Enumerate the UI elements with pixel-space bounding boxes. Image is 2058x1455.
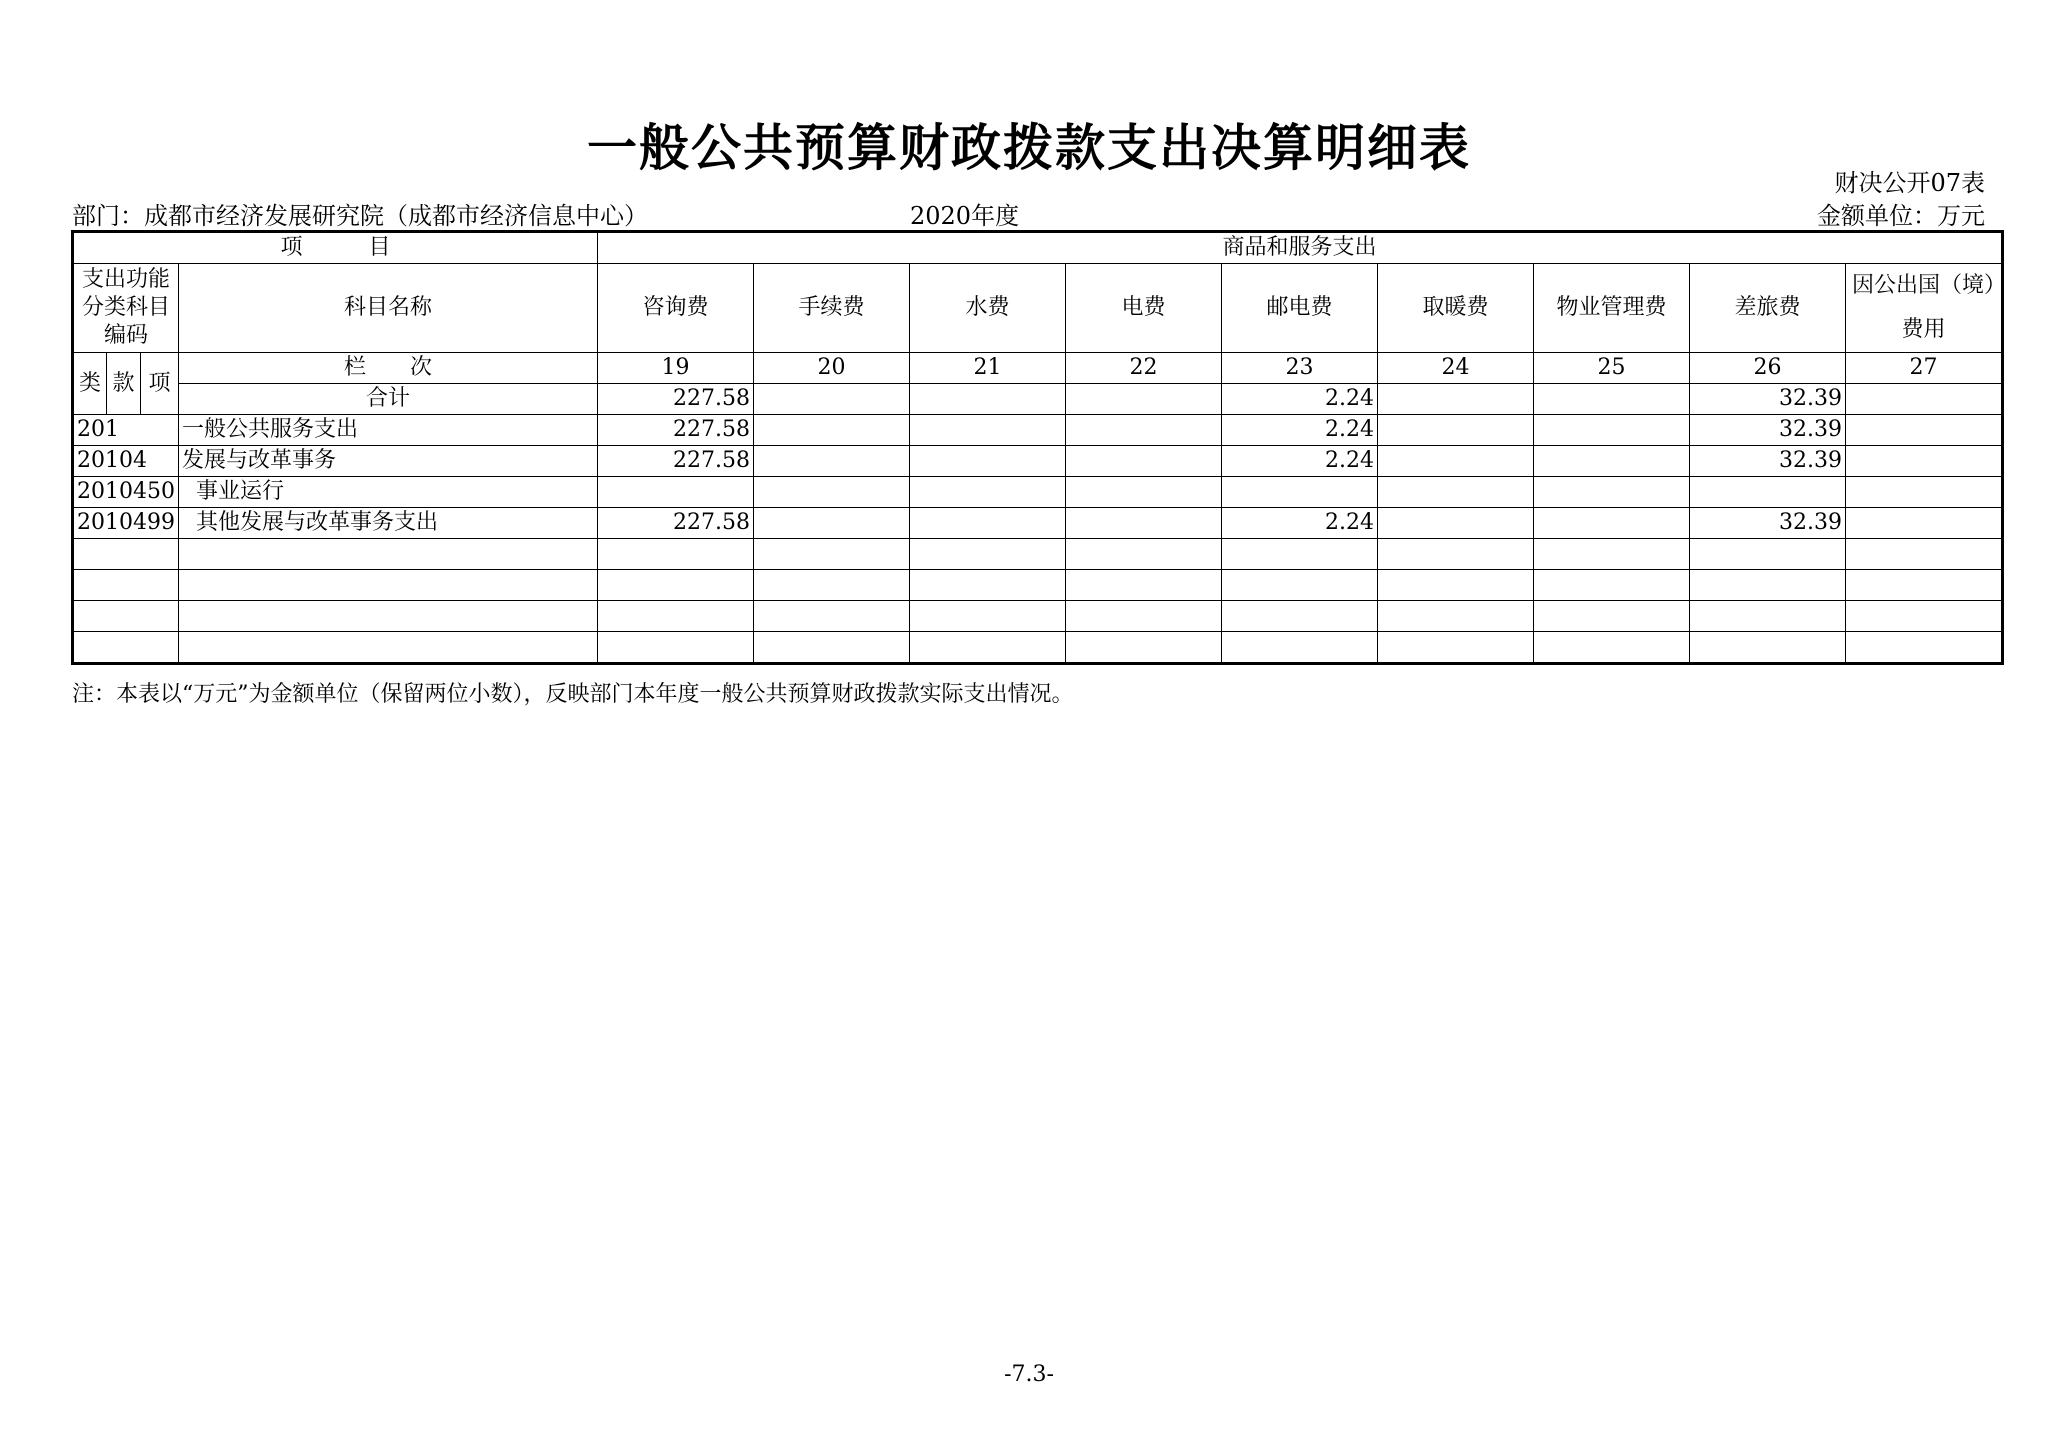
col-number: 27 bbox=[1846, 353, 2003, 384]
empty-cell bbox=[1846, 632, 2003, 664]
total-cell bbox=[1846, 384, 2003, 415]
amount-cell bbox=[1222, 477, 1378, 508]
amount-cell bbox=[1378, 477, 1534, 508]
amount-cell: 227.58 bbox=[598, 446, 754, 477]
data-rows bbox=[73, 415, 2003, 539]
amount-cell bbox=[1378, 446, 1534, 477]
empty-cell bbox=[1222, 632, 1378, 664]
amount-cell bbox=[754, 477, 910, 508]
header-row-group bbox=[73, 232, 2003, 264]
empty-cell bbox=[754, 570, 910, 601]
table-row bbox=[73, 446, 2003, 477]
empty-cell bbox=[179, 632, 598, 664]
empty-cell bbox=[1066, 632, 1222, 664]
empty-cell bbox=[1690, 601, 1846, 632]
amount-cell bbox=[1534, 415, 1690, 446]
amount-cell: 32.39 bbox=[1690, 508, 1846, 539]
amount-cell bbox=[1534, 477, 1690, 508]
empty-rows bbox=[73, 539, 2003, 664]
amount-cell bbox=[1066, 446, 1222, 477]
amount-cell bbox=[910, 415, 1066, 446]
col-number: 23 bbox=[1222, 353, 1378, 384]
empty-cell bbox=[1846, 539, 2003, 570]
empty-cell bbox=[1534, 601, 1690, 632]
amount-cell bbox=[910, 446, 1066, 477]
empty-cell bbox=[1222, 539, 1378, 570]
amount-cell bbox=[1846, 508, 2003, 539]
empty-cell bbox=[1846, 570, 2003, 601]
total-cell bbox=[910, 384, 1066, 415]
empty-cell bbox=[179, 601, 598, 632]
total-row bbox=[73, 384, 2003, 415]
col-header: 电费 bbox=[1066, 264, 1222, 353]
amount-cell bbox=[754, 446, 910, 477]
subject-code: 201 bbox=[73, 415, 179, 446]
empty-cell bbox=[179, 570, 598, 601]
empty-cell bbox=[910, 570, 1066, 601]
empty-cell bbox=[754, 539, 910, 570]
amount-cell bbox=[754, 508, 910, 539]
total-cell: 227.58 bbox=[598, 384, 754, 415]
empty-cell bbox=[1378, 570, 1534, 601]
empty-cell bbox=[910, 632, 1066, 664]
amount-cell: 2.24 bbox=[1222, 415, 1378, 446]
empty-cell bbox=[1534, 570, 1690, 601]
page-number: -7.3- bbox=[1004, 1362, 1054, 1387]
amount-cell: 2.24 bbox=[1222, 446, 1378, 477]
col-number: 24 bbox=[1378, 353, 1534, 384]
empty-cell bbox=[1690, 539, 1846, 570]
amount-cell: 32.39 bbox=[1690, 446, 1846, 477]
amount-cell bbox=[1066, 477, 1222, 508]
amount-cell: 2.24 bbox=[1222, 508, 1378, 539]
total-cell bbox=[1378, 384, 1534, 415]
empty-cell bbox=[73, 632, 179, 664]
amount-cell: 32.39 bbox=[1690, 415, 1846, 446]
amount-cell bbox=[1066, 415, 1222, 446]
empty-row bbox=[73, 539, 2003, 570]
empty-cell bbox=[1534, 539, 1690, 570]
empty-row bbox=[73, 570, 2003, 601]
table-row bbox=[73, 415, 2003, 446]
total-label: 合计 bbox=[179, 384, 598, 415]
col-header: 邮电费 bbox=[1222, 264, 1378, 353]
table-row bbox=[73, 477, 2003, 508]
col-header: 取暖费 bbox=[1378, 264, 1534, 353]
empty-cell bbox=[1066, 601, 1222, 632]
subject-name: 一般公共服务支出 bbox=[179, 415, 598, 446]
amount-cell bbox=[1846, 415, 2003, 446]
header-function-code: 支出功能分类科目编码 bbox=[73, 264, 179, 353]
form-code: 财决公开07表 bbox=[1834, 169, 1985, 197]
amount-cell bbox=[1846, 477, 2003, 508]
subject-name: 其他发展与改革事务支出 bbox=[179, 508, 598, 539]
amount-cell bbox=[754, 415, 910, 446]
subject-code: 2010450 bbox=[73, 477, 179, 508]
empty-cell bbox=[1222, 601, 1378, 632]
department-label: 部门：成都市经济发展研究院（成都市经济信息中心） bbox=[72, 202, 648, 230]
total-cell bbox=[1534, 384, 1690, 415]
expenditure-detail-table bbox=[71, 230, 2004, 665]
empty-cell bbox=[1066, 539, 1222, 570]
empty-cell bbox=[910, 601, 1066, 632]
empty-cell bbox=[1378, 601, 1534, 632]
amount-cell bbox=[1066, 508, 1222, 539]
empty-cell bbox=[73, 570, 179, 601]
empty-cell bbox=[1846, 601, 2003, 632]
amount-cell bbox=[1846, 446, 2003, 477]
empty-cell bbox=[754, 601, 910, 632]
amount-cell bbox=[1690, 477, 1846, 508]
header-subject-name: 科目名称 bbox=[179, 264, 598, 353]
header-xiang: 项 bbox=[141, 353, 179, 415]
empty-cell bbox=[1378, 632, 1534, 664]
col-number: 21 bbox=[910, 353, 1066, 384]
header-kuan: 款 bbox=[107, 353, 141, 415]
table-row bbox=[73, 508, 2003, 539]
amount-cell bbox=[1534, 508, 1690, 539]
subject-name: 事业运行 bbox=[179, 477, 598, 508]
empty-cell bbox=[1378, 539, 1534, 570]
subject-code: 2010499 bbox=[73, 508, 179, 539]
subject-name: 发展与改革事务 bbox=[179, 446, 598, 477]
header-goods-services: 商品和服务支出 bbox=[598, 232, 2003, 264]
col-header: 因公出国（境）费用 bbox=[1846, 264, 2003, 353]
empty-cell bbox=[598, 632, 754, 664]
amount-cell bbox=[910, 477, 1066, 508]
total-cell bbox=[1066, 384, 1222, 415]
total-cell: 2.24 bbox=[1222, 384, 1378, 415]
col-number: 22 bbox=[1066, 353, 1222, 384]
header-lanci: 栏 次 bbox=[179, 353, 598, 384]
amount-unit: 金额单位：万元 bbox=[1817, 202, 1985, 230]
col-header: 手续费 bbox=[754, 264, 910, 353]
amount-cell bbox=[1378, 415, 1534, 446]
empty-cell bbox=[1690, 632, 1846, 664]
empty-cell bbox=[598, 570, 754, 601]
col-number: 26 bbox=[1690, 353, 1846, 384]
amount-cell bbox=[598, 477, 754, 508]
empty-cell bbox=[179, 539, 598, 570]
empty-cell bbox=[1534, 632, 1690, 664]
empty-cell bbox=[73, 601, 179, 632]
header-lei: 类 bbox=[73, 353, 107, 415]
empty-cell bbox=[754, 632, 910, 664]
col-number: 25 bbox=[1534, 353, 1690, 384]
empty-cell bbox=[910, 539, 1066, 570]
empty-cell bbox=[1222, 570, 1378, 601]
col-header: 水费 bbox=[910, 264, 1066, 353]
col-header: 咨询费 bbox=[598, 264, 754, 353]
empty-cell bbox=[1690, 570, 1846, 601]
column-number-row bbox=[73, 353, 2003, 384]
total-cell bbox=[754, 384, 910, 415]
empty-cell bbox=[598, 539, 754, 570]
amount-cell: 227.58 bbox=[598, 415, 754, 446]
empty-cell bbox=[73, 539, 179, 570]
footnote: 注：本表以“万元”为金额单位（保留两位小数），反映部门本年度一般公共预算财政拨款实际支出情况。 bbox=[72, 682, 1074, 707]
header-row-columns bbox=[73, 264, 2003, 353]
col-header: 物业管理费 bbox=[1534, 264, 1690, 353]
empty-row bbox=[73, 601, 2003, 632]
col-number: 20 bbox=[754, 353, 910, 384]
amount-cell bbox=[910, 508, 1066, 539]
amount-cell bbox=[1378, 508, 1534, 539]
page-title: 一般公共预算财政拨款支出决算明细表 bbox=[587, 118, 1471, 177]
total-cell: 32.39 bbox=[1690, 384, 1846, 415]
empty-cell bbox=[1066, 570, 1222, 601]
subject-code: 20104 bbox=[73, 446, 179, 477]
amount-cell bbox=[1534, 446, 1690, 477]
header-item: 项 目 bbox=[73, 232, 598, 264]
col-number: 19 bbox=[598, 353, 754, 384]
col-header: 差旅费 bbox=[1690, 264, 1846, 353]
empty-row bbox=[73, 632, 2003, 664]
empty-cell bbox=[598, 601, 754, 632]
amount-cell: 227.58 bbox=[598, 508, 754, 539]
fiscal-year: 2020年度 bbox=[910, 202, 1020, 230]
